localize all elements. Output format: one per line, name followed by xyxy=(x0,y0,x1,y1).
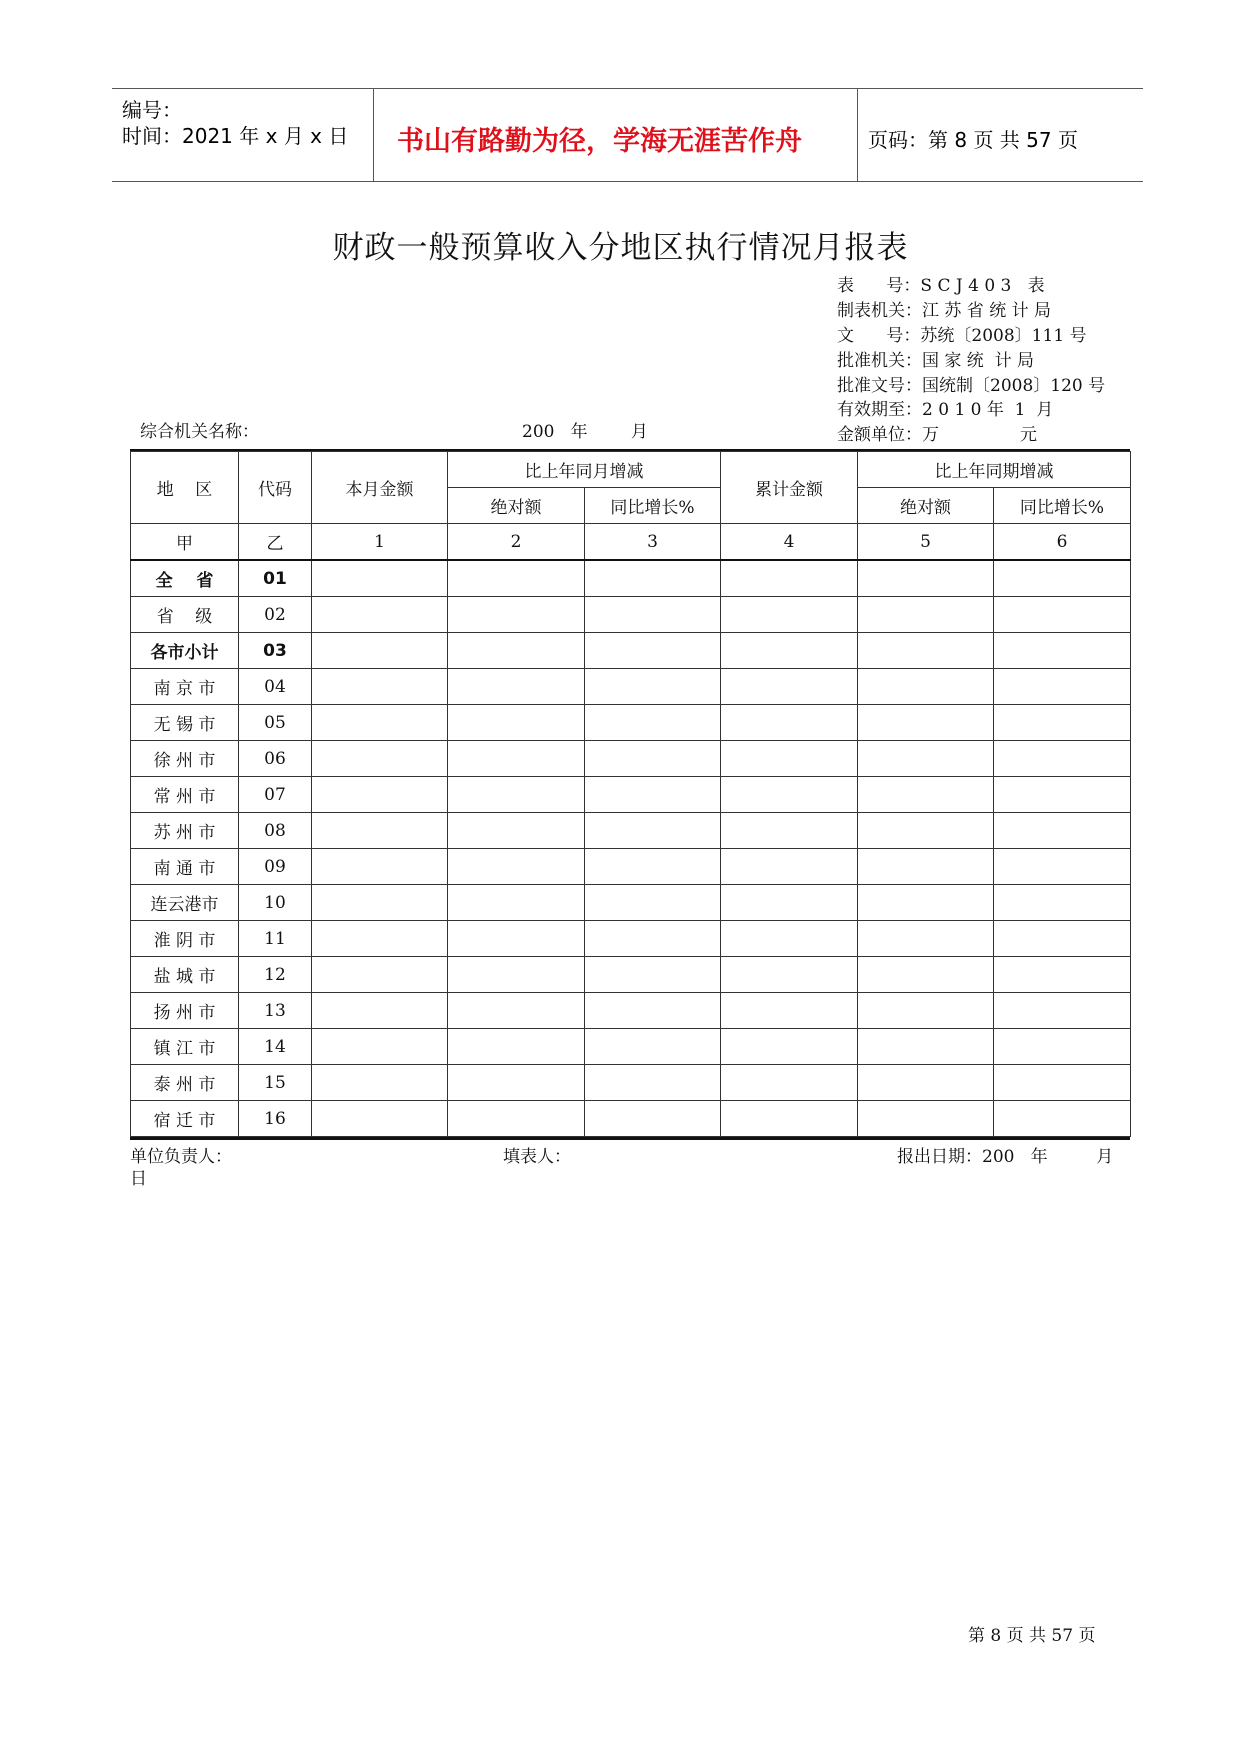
code-cell: 05 xyxy=(239,705,312,741)
value-cell[interactable] xyxy=(312,849,448,885)
table-row xyxy=(131,560,1131,597)
value-cell[interactable] xyxy=(994,777,1131,813)
meta-doc-no: 文 号：苏统〔2008〕111 号 xyxy=(837,326,1087,346)
code-cell: 01 xyxy=(239,560,312,597)
value-cell[interactable] xyxy=(721,993,858,1029)
table-row xyxy=(131,669,1131,705)
col-header-abs-1: 绝对额 xyxy=(448,488,585,524)
table-row xyxy=(131,993,1131,1029)
value-cell[interactable] xyxy=(994,597,1131,633)
value-cell[interactable] xyxy=(994,957,1131,993)
value-cell[interactable] xyxy=(312,1101,448,1137)
value-cell[interactable] xyxy=(721,560,858,597)
table-row xyxy=(131,921,1131,957)
index-cell: 1 xyxy=(312,524,448,561)
value-cell[interactable] xyxy=(858,705,994,741)
value-cell[interactable] xyxy=(448,1101,585,1137)
table-row xyxy=(131,1065,1131,1101)
value-cell[interactable] xyxy=(585,741,721,777)
value-cell[interactable] xyxy=(858,777,994,813)
region-cell: 省 级 xyxy=(131,597,239,633)
meta-valid: 有效期至：2 0 1 0 年 1 月 xyxy=(837,400,1054,420)
value-cell[interactable] xyxy=(312,741,448,777)
value-cell[interactable] xyxy=(994,849,1131,885)
code-cell: 15 xyxy=(239,1065,312,1101)
value-cell[interactable] xyxy=(585,705,721,741)
value-cell[interactable] xyxy=(858,597,994,633)
region-cell: 泰 州 市 xyxy=(131,1065,239,1101)
report-table xyxy=(130,451,1131,1137)
code-cell: 13 xyxy=(239,993,312,1029)
index-cell: 4 xyxy=(721,524,858,561)
value-cell[interactable] xyxy=(312,1029,448,1065)
col-header-month-amount: 本月金额 xyxy=(312,452,448,524)
value-cell[interactable] xyxy=(994,705,1131,741)
value-cell[interactable] xyxy=(448,560,585,597)
table-row xyxy=(131,957,1131,993)
value-cell[interactable] xyxy=(585,669,721,705)
value-cell[interactable] xyxy=(585,777,721,813)
code-cell: 02 xyxy=(239,597,312,633)
value-cell[interactable] xyxy=(312,957,448,993)
value-cell[interactable] xyxy=(994,813,1131,849)
value-cell[interactable] xyxy=(721,885,858,921)
header-divider-left xyxy=(373,88,374,182)
value-cell[interactable] xyxy=(448,741,585,777)
value-cell[interactable] xyxy=(448,885,585,921)
value-cell[interactable] xyxy=(585,813,721,849)
table-body xyxy=(131,560,1131,1137)
region-cell: 南 京 市 xyxy=(131,669,239,705)
value-cell[interactable] xyxy=(994,633,1131,669)
value-cell[interactable] xyxy=(994,741,1131,777)
code-cell: 14 xyxy=(239,1029,312,1065)
code-cell: 04 xyxy=(239,669,312,705)
table-row xyxy=(131,885,1131,921)
col-header-pct-1: 同比增长% xyxy=(585,488,721,524)
value-cell[interactable] xyxy=(312,993,448,1029)
col-header-cumulative: 累计金额 xyxy=(721,452,858,524)
region-cell: 宿 迁 市 xyxy=(131,1101,239,1137)
value-cell[interactable] xyxy=(585,1101,721,1137)
meta-form-no: 表 号：S C J 4 0 3 表 xyxy=(837,276,1045,296)
col-header-region: 地 区 xyxy=(131,452,239,524)
header-bottom-rule xyxy=(112,181,1143,182)
value-cell[interactable] xyxy=(585,633,721,669)
time-label: 时间：2021 年 x 月 x 日 xyxy=(122,124,349,148)
value-cell[interactable] xyxy=(585,560,721,597)
value-cell[interactable] xyxy=(585,885,721,921)
value-cell[interactable] xyxy=(448,921,585,957)
footer-day: 日 xyxy=(130,1169,147,1189)
value-cell[interactable] xyxy=(448,705,585,741)
value-cell[interactable] xyxy=(858,957,994,993)
value-cell[interactable] xyxy=(858,560,994,597)
code-cell: 12 xyxy=(239,957,312,993)
index-row xyxy=(131,524,1131,561)
value-cell[interactable] xyxy=(858,741,994,777)
value-cell[interactable] xyxy=(994,1065,1131,1101)
table-row xyxy=(131,633,1131,669)
value-cell[interactable] xyxy=(585,921,721,957)
region-cell: 扬 州 市 xyxy=(131,993,239,1029)
value-cell[interactable] xyxy=(721,669,858,705)
table-row xyxy=(131,1101,1131,1137)
table-row xyxy=(131,849,1131,885)
value-cell[interactable] xyxy=(721,705,858,741)
index-cell: 甲 xyxy=(131,524,239,561)
value-cell[interactable] xyxy=(721,813,858,849)
table-row xyxy=(131,741,1131,777)
value-cell[interactable] xyxy=(858,993,994,1029)
value-cell[interactable] xyxy=(448,597,585,633)
value-cell[interactable] xyxy=(312,813,448,849)
table-row xyxy=(131,813,1131,849)
value-cell[interactable] xyxy=(448,957,585,993)
index-cell: 2 xyxy=(448,524,585,561)
value-cell[interactable] xyxy=(994,921,1131,957)
value-cell[interactable] xyxy=(721,597,858,633)
value-cell[interactable] xyxy=(448,849,585,885)
footer-filler: 填表人： xyxy=(503,1147,571,1167)
header-row-1 xyxy=(131,452,1131,488)
value-cell[interactable] xyxy=(312,669,448,705)
region-cell: 南 通 市 xyxy=(131,849,239,885)
value-cell[interactable] xyxy=(721,849,858,885)
value-cell[interactable] xyxy=(858,669,994,705)
table-row xyxy=(131,1029,1131,1065)
table-row xyxy=(131,597,1131,633)
value-cell[interactable] xyxy=(585,849,721,885)
value-cell[interactable] xyxy=(585,993,721,1029)
region-cell: 徐 州 市 xyxy=(131,741,239,777)
col-header-abs-2: 绝对额 xyxy=(858,488,994,524)
region-cell: 盐 城 市 xyxy=(131,957,239,993)
value-cell[interactable] xyxy=(994,993,1131,1029)
value-cell[interactable] xyxy=(312,777,448,813)
header-top-rule xyxy=(112,88,1143,89)
meta-unit: 金额单位：万 元 xyxy=(837,425,1038,445)
value-cell[interactable] xyxy=(448,1029,585,1065)
value-cell[interactable] xyxy=(994,1029,1131,1065)
col-header-yoy-period: 比上年同期增减 xyxy=(858,452,1131,488)
index-cell: 乙 xyxy=(239,524,312,561)
code-cell: 06 xyxy=(239,741,312,777)
footer-head: 单位负责人： xyxy=(130,1147,232,1167)
value-cell[interactable] xyxy=(994,560,1131,597)
table-row xyxy=(131,777,1131,813)
meta-approver: 批准机关：国 家 统 计 局 xyxy=(837,351,1035,371)
col-header-code: 代码 xyxy=(239,452,312,524)
value-cell[interactable] xyxy=(448,669,585,705)
region-cell: 淮 阴 市 xyxy=(131,921,239,957)
meta-approval-no: 批准文号：国统制〔2008〕120 号 xyxy=(837,376,1106,396)
value-cell[interactable] xyxy=(858,885,994,921)
value-cell[interactable] xyxy=(721,1029,858,1065)
code-cell: 08 xyxy=(239,813,312,849)
region-cell: 全 省 xyxy=(131,560,239,597)
region-cell: 连云港市 xyxy=(131,885,239,921)
value-cell[interactable] xyxy=(721,1101,858,1137)
value-cell[interactable] xyxy=(585,1065,721,1101)
value-cell[interactable] xyxy=(585,1029,721,1065)
value-cell[interactable] xyxy=(721,1065,858,1101)
value-cell[interactable] xyxy=(448,777,585,813)
value-cell[interactable] xyxy=(994,669,1131,705)
region-cell: 常 州 市 xyxy=(131,777,239,813)
value-cell[interactable] xyxy=(448,993,585,1029)
meta-org: 制表机关：江 苏 省 统 计 局 xyxy=(837,301,1052,321)
value-cell[interactable] xyxy=(312,560,448,597)
value-cell[interactable] xyxy=(721,957,858,993)
header-divider-right xyxy=(857,88,858,182)
code-cell: 07 xyxy=(239,777,312,813)
footer-date: 报出日期：200 年 月 xyxy=(897,1147,1114,1167)
value-cell[interactable] xyxy=(858,849,994,885)
value-cell[interactable] xyxy=(312,597,448,633)
code-cell: 11 xyxy=(239,921,312,957)
table-row xyxy=(131,705,1131,741)
value-cell[interactable] xyxy=(721,777,858,813)
value-cell[interactable] xyxy=(448,633,585,669)
page-label: 页码：第 8 页 共 57 页 xyxy=(868,128,1078,152)
org-name-label: 综合机关名称： xyxy=(140,422,259,442)
value-cell[interactable] xyxy=(448,813,585,849)
value-cell[interactable] xyxy=(585,597,721,633)
number-label: 编号： xyxy=(122,98,182,122)
table-bottom-rule xyxy=(130,1137,1130,1140)
report-title: 财政一般预算收入分地区执行情况月报表 xyxy=(332,230,909,266)
value-cell[interactable] xyxy=(994,1101,1131,1137)
value-cell[interactable] xyxy=(721,921,858,957)
region-cell: 各市小计 xyxy=(131,633,239,669)
motto-text: 书山有路勤为径，学海无涯苦作舟 xyxy=(397,126,802,157)
page-number: 第 8 页 共 57 页 xyxy=(968,1626,1096,1646)
value-cell[interactable] xyxy=(858,813,994,849)
code-cell: 16 xyxy=(239,1101,312,1137)
code-cell: 10 xyxy=(239,885,312,921)
value-cell[interactable] xyxy=(721,741,858,777)
value-cell[interactable] xyxy=(448,1065,585,1101)
value-cell[interactable] xyxy=(312,921,448,957)
index-cell: 5 xyxy=(858,524,994,561)
region-cell: 镇 江 市 xyxy=(131,1029,239,1065)
region-cell: 苏 州 市 xyxy=(131,813,239,849)
value-cell[interactable] xyxy=(721,633,858,669)
value-cell[interactable] xyxy=(858,1065,994,1101)
period-label: 200 年 月 xyxy=(522,422,648,442)
value-cell[interactable] xyxy=(858,1029,994,1065)
index-cell: 6 xyxy=(994,524,1131,561)
value-cell[interactable] xyxy=(312,885,448,921)
value-cell[interactable] xyxy=(858,633,994,669)
value-cell[interactable] xyxy=(585,957,721,993)
value-cell[interactable] xyxy=(312,705,448,741)
value-cell[interactable] xyxy=(858,1101,994,1137)
value-cell[interactable] xyxy=(858,921,994,957)
region-cell: 无 锡 市 xyxy=(131,705,239,741)
index-cell: 3 xyxy=(585,524,721,561)
col-header-pct-2: 同比增长% xyxy=(994,488,1131,524)
code-cell: 09 xyxy=(239,849,312,885)
value-cell[interactable] xyxy=(994,885,1131,921)
col-header-yoy-month: 比上年同月增减 xyxy=(448,452,721,488)
value-cell[interactable] xyxy=(312,1065,448,1101)
value-cell[interactable] xyxy=(312,633,448,669)
code-cell: 03 xyxy=(239,633,312,669)
